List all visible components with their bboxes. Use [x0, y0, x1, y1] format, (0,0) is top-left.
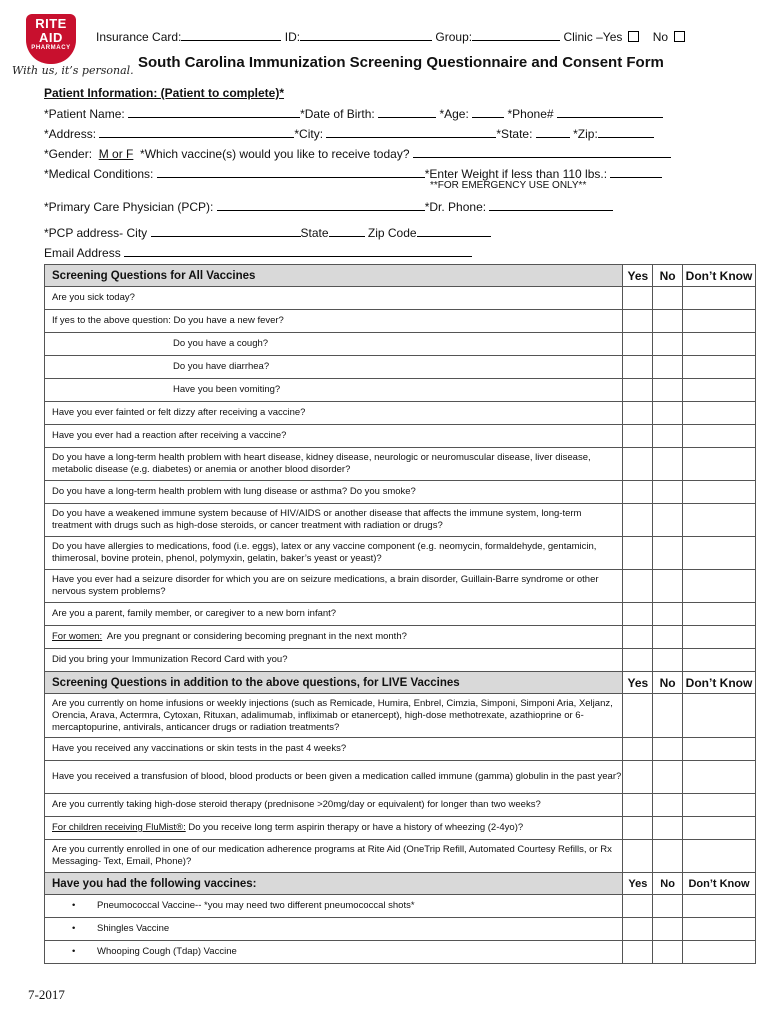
insurance-card-field[interactable]: [96, 29, 685, 44]
table-row: Do you have a weakened immune system because of HIV/AIDS or another disease that affects the immune system, long-term treatment with drugs such as high-dose steroids, or cancer treatment with radiation or drugs?: [45, 504, 756, 537]
clinic-yes-label: Clinic –Yes: [563, 30, 623, 44]
bullet-icon: •: [72, 923, 76, 934]
table-row: Do you have a long-term health problem with heart disease, kidney disease, neurologic or neuromuscular disease, liver disease, metabolic disease (e.g. diabetes) or anemia or another blood disorder?: [45, 448, 756, 481]
table-row: Did you bring your Immunization Record Card with you?: [45, 649, 756, 672]
section1-heading: Screening Questions for All Vaccines: [45, 265, 623, 287]
table-row: Are you currently taking high-dose steroid therapy (prednisone >20mg/day or equivalent) for longer than two weeks?: [45, 794, 756, 817]
logo-tagline: With us, it’s personal.: [12, 64, 134, 77]
group-label: Group:: [435, 30, 473, 44]
gender-row[interactable]: *Gender: M or F *Which vaccine(s) would you like to receive today?: [44, 146, 671, 161]
col-no: No: [653, 265, 683, 287]
answer-dk-cell[interactable]: [683, 287, 756, 310]
table-row: Do you have diarrhea?: [45, 356, 756, 379]
women-prefix: For women:: [52, 631, 103, 642]
table-row: Do you have a long-term health problem with lung disease or asthma? Do you smoke?: [45, 481, 756, 504]
form-title: South Carolina Immunization Screening Questionnaire and Consent Form: [138, 54, 664, 71]
table-row: For women: Are you pregnant or considering becoming pregnant in the next month?: [45, 626, 756, 649]
section2-heading: Screening Questions in addition to the above questions, for LIVE Vaccines: [45, 672, 623, 694]
table-row: Have you received a transfusion of blood, blood products or been given a medication called immune (gamma) globulin in the past year?: [45, 761, 756, 794]
form-version: 7-2017: [28, 987, 65, 1002]
logo-line2: AID: [39, 30, 63, 45]
clinic-yes-checkbox[interactable]: [628, 31, 639, 42]
section3-heading: Have you had the following vaccines:: [45, 873, 623, 895]
col-yes: Yes: [623, 265, 653, 287]
email-row[interactable]: Email Address: [44, 245, 472, 260]
patient-name-row[interactable]: *Patient Name: *Date of Birth: *Age: *Phone#: [44, 106, 663, 121]
section2-header-row: Screening Questions in addition to the above questions, for LIVE Vaccines Yes No Don’t Know: [45, 672, 756, 694]
pcp-address-row[interactable]: *PCP address- City State Zip Code: [44, 225, 491, 240]
table-row: Are you currently enrolled in one of our medication adherence programs at Rite Aid (OneTrip Refill, Automated Courtesy Refills, or Rx Messaging- Text, Email, Phone)?: [45, 840, 756, 873]
vaccine-history-row: • Pneumococcal Vaccine-- *you may need two different pneumococcal shots*: [45, 895, 756, 918]
table-row: Are you sick today?: [45, 287, 756, 310]
medical-conditions-row[interactable]: *Medical Conditions: *Enter Weight if less than 110 lbs.:: [44, 166, 662, 181]
table-row: Do you have allergies to medications, food (i.e. eggs), latex or any vaccine component (e.g. neomycin, formaldehyde, gentamicin, thimerosal, bovine protein, phenol, polymyxin, gelatin, baker’s yeast or yeast)?: [45, 537, 756, 570]
logo-line3: PHARMACY: [31, 45, 71, 51]
rite-aid-logo: [26, 14, 76, 64]
vaccine-history-row: • Shingles Vaccine: [45, 918, 756, 941]
vaccine-history-row: • Whooping Cough (Tdap) Vaccine: [45, 941, 756, 964]
table-row: Do you have a cough?: [45, 333, 756, 356]
logo-line1: RITE: [35, 16, 67, 31]
emergency-note: **FOR EMERGENCY USE ONLY**: [430, 180, 587, 191]
table-row: Have you ever fainted or felt dizzy after receiving a vaccine?: [45, 402, 756, 425]
bullet-icon: •: [72, 900, 76, 911]
patient-info-heading: Patient Information: (Patient to complete)*: [44, 86, 285, 100]
bullet-icon: •: [72, 946, 76, 957]
table-row: If yes to the above question: Do you have a new fever?: [45, 310, 756, 333]
table-row: Have you ever had a reaction after receiving a vaccine?: [45, 425, 756, 448]
clinic-no-label: No: [652, 30, 669, 44]
table-row: Have you received any vaccinations or skin tests in the past 4 weeks?: [45, 738, 756, 761]
flumist-prefix: For children receiving FluMist®:: [52, 822, 186, 833]
screening-table-all: [44, 264, 756, 964]
address-row[interactable]: *Address: *City: *State: *Zip:: [44, 126, 654, 141]
clinic-no-checkbox[interactable]: [674, 31, 685, 42]
table-row: Have you been vomiting?: [45, 379, 756, 402]
table-row: Are you currently on home infusions or weekly injections (such as Remicade, Humira, Enbrel, Cimzia, Simponi, Simponi Aria, Xeljanz, Orencia, Arava, Actermra, Cytoxan, Rituxan, adalimumab, infliximab or etanercept), high-dose methotrexate, azathioprine or 6-mercaptopurine, antivirals, anticancer drugs or radiation treatments?: [45, 694, 756, 738]
insurance-label: Insurance Card:: [96, 30, 182, 44]
table-row: For children receiving FluMist®: Do you receive long term aspirin therapy or have a history of wheezing (2-4yo)?: [45, 817, 756, 840]
answer-no-cell[interactable]: [653, 287, 683, 310]
section1-header-row: [45, 265, 756, 287]
id-label: ID:: [284, 30, 301, 44]
section3-header-row: Have you had the following vaccines: Yes No Don’t Know: [45, 873, 756, 895]
pcp-row[interactable]: *Primary Care Physician (PCP): *Dr. Phone:: [44, 199, 613, 214]
table-row: Have you ever had a seizure disorder for which you are on seizure medications, a brain disorder, Guillain-Barre syndrome or other nervous system problems?: [45, 570, 756, 603]
answer-yes-cell[interactable]: [623, 287, 653, 310]
table-row: Are you a parent, family member, or caregiver to a new born infant?: [45, 603, 756, 626]
col-dont-know: Don’t Know: [683, 265, 756, 287]
